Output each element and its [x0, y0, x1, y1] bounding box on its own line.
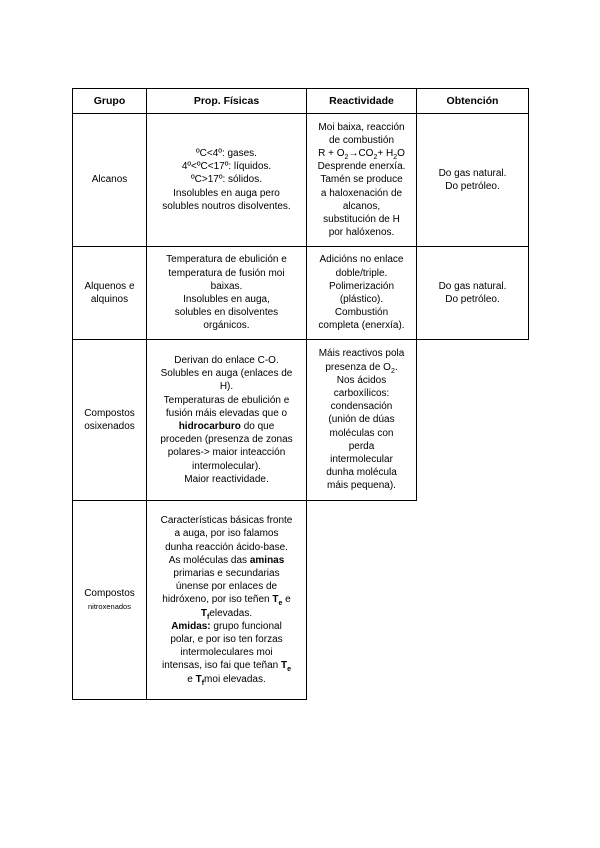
- header-obtencion: [417, 89, 528, 113]
- row1-prop-line: ºC<4º: gases.: [196, 147, 257, 159]
- row1-reac-line: por halóxenos.: [328, 227, 395, 239]
- row1-reac-line: de combustión: [328, 134, 395, 146]
- row4-prop-text: e: [282, 594, 291, 606]
- row1-prop-line: ºC>17º: sólidos.: [191, 174, 262, 186]
- row1-prop-line: solubles noutros disolventes.: [162, 200, 291, 212]
- row3-reac-line: máis pequena).: [327, 480, 396, 492]
- row4-prop-text: elevadas.: [209, 607, 253, 619]
- row3-reac-text: presenza de O: [325, 361, 391, 373]
- header-obtencion-label: Obtención: [446, 95, 499, 107]
- row3-reac-line: Máis reactivos pola: [318, 348, 405, 360]
- row3-reac-line: carboxílicos:: [333, 387, 390, 399]
- tf-sub: f: [206, 613, 210, 621]
- row2-obtencion: [417, 247, 528, 339]
- eq-sub: 2: [393, 153, 398, 161]
- row1-prop: [147, 114, 306, 246]
- row3-reac-line: perda: [348, 440, 375, 452]
- row2-reac-line: completa (enerxía).: [318, 320, 405, 332]
- tf-symbol: T: [195, 673, 202, 685]
- row4-prop-line: polar, e por iso ten forzas: [170, 634, 283, 645]
- row3-prop-line: polares-> maior inteacción: [167, 447, 286, 459]
- row1-obtencion: [417, 114, 528, 246]
- row3-prop-line: H).: [219, 381, 234, 393]
- row3-prop-line: Derivan do enlace C-O.: [174, 354, 279, 366]
- combustion-equation: [318, 147, 406, 160]
- row3-reactividade: [307, 340, 416, 500]
- row2-prop-line: Insolubles en auga,: [183, 294, 270, 305]
- row4-prop-text: intensas, iso fai que teñan: [162, 660, 281, 672]
- header-prop: [147, 89, 306, 113]
- row2-grupo-line: Alquenos e: [84, 280, 135, 292]
- te-sub: e: [287, 666, 291, 674]
- row4-prop-text: hidróxeno, por iso teñen: [162, 594, 273, 606]
- row3-reac-line: Nos ácidos: [336, 374, 387, 386]
- row4-prop-line: primarias e secundarias: [173, 567, 280, 579]
- te-symbol: T: [280, 660, 288, 672]
- row3-prop-line: Solubles en auga (enlaces de: [160, 368, 293, 380]
- row2-grupo: [73, 247, 146, 339]
- te-symbol: T: [272, 594, 279, 606]
- header-grupo-label: Grupo: [93, 95, 126, 107]
- row1-reac-line: Moi baixa, reacción: [318, 121, 405, 133]
- row2-prop-line: orgánicos.: [203, 320, 250, 332]
- row2-prop-line: temperatura de fusión moi: [168, 267, 285, 279]
- row3-reac-line: (unión de dúas: [328, 414, 395, 426]
- row3-grupo-line: osixenados: [84, 421, 135, 432]
- row4-prop-line: [161, 554, 293, 567]
- row2-obt-line: Do petróleo.: [445, 294, 500, 305]
- amidas-bold: Amidas:: [171, 620, 211, 632]
- row4-prop-line: a auga, por iso falamos: [174, 528, 279, 540]
- row2-reac-line: Polimerización: [328, 280, 395, 292]
- row3-reac-line: dunha molécula: [326, 467, 397, 479]
- row4-prop-line: [161, 620, 293, 633]
- row4-prop-line: [161, 659, 293, 672]
- row4-grupo: [73, 501, 146, 699]
- row4-prop-text: grupo funcional: [210, 620, 282, 632]
- aminas-bold: aminas: [249, 554, 285, 566]
- row3-reac-text: .: [394, 361, 398, 373]
- o2-sub: 2: [390, 367, 395, 375]
- header-reactividade-label: Reactividade: [329, 95, 394, 107]
- row1-reac-line: Desprende enerxía.: [317, 161, 406, 173]
- row2-grupo-line: alquinos: [90, 294, 129, 305]
- row3-prop-text: do que: [240, 421, 275, 432]
- table-border-right: [528, 88, 529, 340]
- row4-prop-line: dunha reacción ácido-base.: [165, 541, 288, 553]
- row4-prop-text: e: [187, 673, 196, 685]
- row1-reac-line: Tamén se produce: [320, 174, 403, 186]
- tf-symbol: T: [200, 607, 207, 619]
- row1-obt-line: Do gas natural.: [438, 167, 507, 179]
- row3-reac-line: moléculas con: [329, 427, 394, 439]
- eq-part: O: [397, 147, 405, 159]
- row3-prop-line: Temperaturas de ebulición e: [163, 394, 290, 406]
- row4-prop-line: únense por enlaces de: [175, 581, 278, 593]
- row4-prop-line: intermoleculares moi: [180, 647, 273, 659]
- row3-prop-line: intermolecular).: [192, 460, 261, 472]
- row1-reac-line: a haloxenación de: [320, 187, 403, 199]
- header-prop-label: Prop. Físicas: [193, 95, 260, 107]
- row1-obt-line: Do petróleo.: [445, 181, 500, 192]
- header-grupo: [73, 89, 146, 113]
- row3-grupo-line: Compostos: [84, 407, 135, 419]
- row2-reac-line: Adicións no enlace: [319, 254, 404, 266]
- row3-prop-line: fusión máis elevadas que o: [165, 407, 288, 419]
- row3-reac-line: intermolecular: [330, 454, 393, 465]
- row4-bottom: [72, 699, 306, 700]
- row4-prop-text: As moléculas das: [168, 554, 250, 566]
- row3-prop-line: Maior reactividade.: [184, 473, 269, 485]
- row3-divider-reactividade: [306, 500, 416, 501]
- row2-prop-line: Temperatura de ebulición e: [166, 254, 287, 266]
- header-reactividade: [307, 89, 416, 113]
- row3-reac-line: [319, 361, 405, 374]
- row3-prop: [147, 340, 306, 500]
- row3-grupo: [73, 340, 146, 500]
- row1-reac-line: substitución de H: [323, 214, 400, 225]
- row2-prop: [147, 247, 306, 339]
- row2-reactividade: [307, 247, 416, 339]
- row2-prop-line: solubles en disolventes: [174, 307, 279, 319]
- row4-grupo-line-small: nitroxenados: [88, 602, 131, 611]
- row1-reactividade: [307, 114, 416, 246]
- row1-prop-line: 4º<ºC<17º: líquidos.: [181, 161, 272, 173]
- eq-sub: 2: [373, 153, 378, 161]
- eq-part: + H: [377, 147, 394, 159]
- hidrocarburo-bold: hidrocarburo: [178, 421, 241, 432]
- row4-grupo-line: Compostos: [84, 587, 135, 599]
- row4-prop-line: [161, 607, 293, 620]
- row2-reac-line: doble/triple.: [335, 267, 388, 279]
- eq-part: →CO: [348, 147, 374, 159]
- row1-prop-line: Insolubles en auga pero: [173, 187, 280, 199]
- row1-reac-line: alcanos,: [342, 200, 381, 212]
- eq-part: R + O: [318, 147, 345, 159]
- row4-prop-text: moi elevadas.: [204, 673, 266, 685]
- row1-grupo-label: Alcanos: [91, 174, 128, 186]
- row4-prop-line: Características básicas fronte: [160, 515, 293, 527]
- row1-grupo: [73, 114, 146, 246]
- row3-reac-line: condensación: [330, 401, 393, 413]
- row3-prop-line: proceden (presenza de zonas: [160, 434, 293, 446]
- row4-prop-line: [161, 593, 293, 606]
- te-sub: e: [278, 600, 283, 608]
- row2-reac-line: (plástico).: [339, 294, 384, 305]
- eq-sub: 2: [344, 153, 349, 161]
- row2-prop-line: baixas.: [210, 280, 243, 292]
- row2-obt-line: Do gas natural.: [438, 280, 507, 292]
- row4-prop-line: [161, 673, 293, 686]
- tf-sub: f: [201, 679, 205, 687]
- row4-prop: [147, 501, 306, 699]
- row2-reac-line: Combustión: [334, 307, 389, 319]
- row3-prop-line: [160, 420, 292, 433]
